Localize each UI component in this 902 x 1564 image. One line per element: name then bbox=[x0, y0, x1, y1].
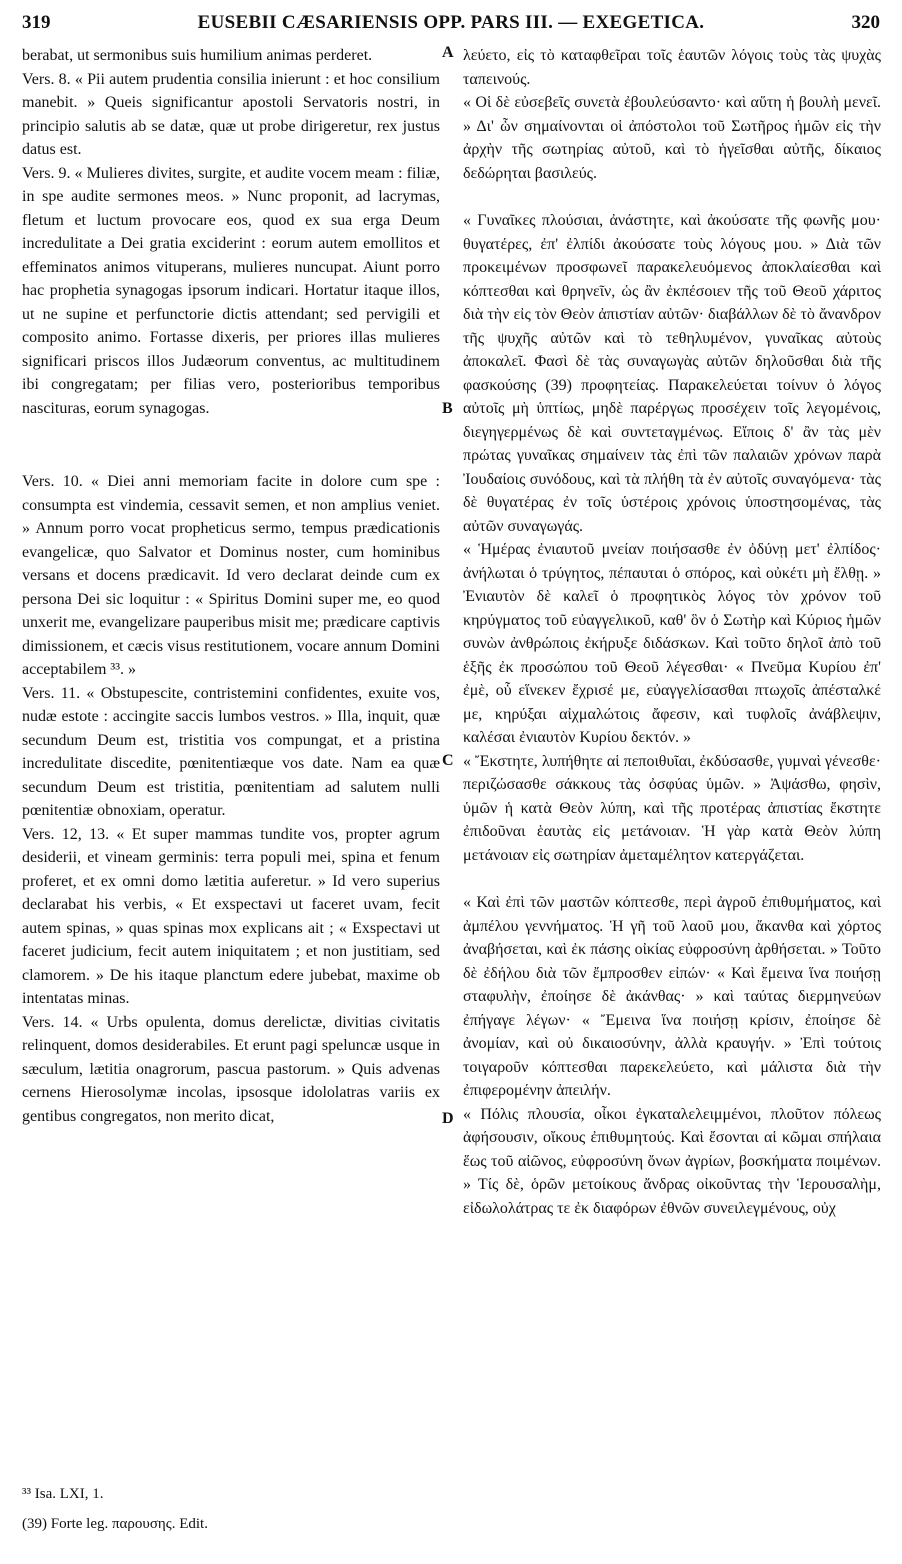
greek-paragraph: « Ἔκστητε, λυπήθητε αἱ πεποιθυῖαι, ἐκδύσασθε, γυμναὶ γένεσθε· περιζώσασθε σάκκους τὰς ὀσφύας ὑμῶν. » Ἀψάσθω, φησὶν, ὑμῶν ἡ κατὰ Θεὸν λύπη, καὶ τῆς προτέρας ἀπιστίας ἔκστητε ἐπιδοῦναι ἑαυτὰς εἰς μετάνοιαν. Ἡ γὰρ κατὰ Θεὸν λύπη μετάνοιαν εἰς σωτηρίαν ἀμεταμέλητον κατεργάζεται. bbox=[463, 752, 881, 864]
greek-paragraph: « Οἱ δὲ εὐσεβεῖς συνετὰ ἐβουλεύσαντο· καὶ αὕτη ἡ βουλὴ μενεῖ. » Δι' ὧν σημαίνονται οἱ ἀπόστολοι τοῦ Σωτῆρος ἡμῶν εἰς τὴν ἀρχὴν τῆς σωτηρίας αὐτοῦ, καὶ τὸ ἡγεῖσθαι αὐτῆς, δίκαιος δεδώρηται βασιλεύς. bbox=[463, 94, 881, 182]
greek-column bbox=[463, 44, 881, 1220]
latin-paragraph: Vers. 8. « Pii autem prudentia consilia inierunt : et hoc consilium manebit. » Queis significantur apostoli Servatoris nostri, in principio salutis ab se datæ, quæ ut probe dirigeretur, rex justus datus est. bbox=[22, 70, 440, 158]
latin-paragraph: berabat, ut sermonibus suis humilium animas perderet. bbox=[22, 47, 373, 64]
section-marker-d: D bbox=[442, 1110, 454, 1127]
page-number-right: 320 bbox=[851, 12, 880, 33]
latin-paragraph: Vers. 11. « Obstupescite, contristemini confidentes, exuite vos, nudæ estote : accingite saccis lumbos vestros. » Illa, inquit, quæ secundum Deum est, tristitia vos compungat, et a pristina incredulitate discedite, pœnitentiæque vos date. Nam ea quæ secundum Deum est tristitia, pœnitentiam ad salutem nulli pœnitentiæ obnoxiam, operatur. bbox=[22, 684, 440, 819]
greek-paragraph: « Καὶ ἐπὶ τῶν μαστῶν κόπτεσθε, περὶ ἀγροῦ ἐπιθυμήματος, καὶ ἀμπέλου γεννήματος. Ἡ γῆ τοῦ λαοῦ μου, ἄκανθα καὶ χόρτος ἀναβήσεται, καὶ ἐκ πάσης οἰκίας εὐφροσύνη ἀρθήσεται. » Τοῦτο δὲ ἐδήλου διὰ τῶν ἔμπροσθεν εἰπών· « Καὶ ἔμεινα ἵνα ποιήσῃ σταφυλὴν, ἐποίησε δὲ ἀκάνθας· » καὶ ταύτας διερμηνεύων ἐπήγαγε λέγων· « Ἔμεινα ἵνα ποιήσῃ κρίσιν, ἐποίησε δὲ ἀνομίαν, καὶ οὐ δικαιοσύνην, ἀλλὰ κραυγήν. » Ἐπὶ τούτοις τοιγαροῦν κόπτεσθαι παρεκελεύετο, καὶ μάλιστα διὰ τὴν ἐπιφερομένην ἀπειλήν. bbox=[463, 894, 881, 1099]
latin-paragraph: Vers. 10. « Diei anni memoriam facite in dolore cum spe : consumpta est vindemia, cessavit semen, et non amplius veniet. » Annum porro vocat propheticus sermo, tempus prædicationis evangelicæ, quo Salvator et Dominus noster, cum hominibus versans et docens prædicavit. Id vero declarat deinde cum ex persona Dei sic loquitur : « Spiritus Domini super me, eo quod unxerit me, evangelizare pauperibus misit me; prædicare captivis dimissionem, et cæcis visus restitutionem, vocare annum Domini acceptabilem ³³. » bbox=[22, 473, 440, 678]
page-number-left: 319 bbox=[22, 12, 51, 33]
footnote-editorial: (39) Forte leg. παρουσης. Edit. bbox=[22, 1516, 208, 1532]
latin-paragraph: Vers. 9. « Mulieres divites, surgite, et audite vocem meam : filiæ, in spe audite sermones meos. » Nunc proponit, ad lacrymas, fletum et luctum provocare eos, quod ex sua erga Deum incredulitate a Dei gratia exciderint : eorum autem emollitos et effeminatos animos vituperans, mulieres nuncupat. Aiunt porro hac prophetia synagogas ipsorum indicari. Hortatur itaque illos, ut ne supine et perfunctorie dictis attendant; sed pervigili et composito animo. Fortasse dixeris, per priores illas mulieres significari priscos illos Judæorum conventus, ac multitudinem ibi congregatam; per filias vero, posterioribus temporibus nascituras, eorum synagogas. bbox=[22, 164, 440, 417]
section-marker-c: C bbox=[442, 752, 454, 769]
running-title: EUSEBII CÆSARIENSIS OPP. PARS III. — EXEGETICA. bbox=[197, 12, 705, 33]
section-markers bbox=[438, 0, 462, 1564]
footnote-scripture: ³³ Isa. LXI, 1. bbox=[22, 1486, 104, 1502]
greek-paragraph: « Πόλις πλουσία, οἶκοι ἐγκαταλελειμμένοι, πλοῦτον πόλεως ἀφήσουσιν, οἴκους ἐπιθυμητούς. Καὶ ἔσονται αἱ κῶμαι σπήλαια ἕως τοῦ αἰῶνος, εὐφροσύνη ὄνων ἀγρίων, βοσκήματα ποιμένων. » Τίς δὲ, ὁρῶν μετοίκους ἄνδρας οἰκοῦντας τὴν Ἱερουσαλὴμ, εἰδωλολάτρας τε ἐκ διαφόρων ἐθνῶν συνειλεγμένους, οὐχ bbox=[463, 1105, 881, 1217]
greek-paragraph: « Ἡμέρας ἐνιαυτοῦ μνείαν ποιήσασθε ἐν ὀδύνῃ μετ' ἐλπίδος· ἀνήλωται ὁ τρύγητος, πέπαυται ὁ σπόρος, καὶ οὐκέτι μὴ ἔλθῃ. » Ἐνιαυτὸν δὲ καλεῖ ὁ προφητικὸς λόγος τὸν χρόνον τοῦ κηρύγματος τοῦ εὐαγγελικοῦ, καθ' ὃν ὁ Σωτὴρ καὶ Κύριος ἡμῶν συνὼν ἀνθρώποις ἐκήρυξε διδάσκων. Καὶ τοῦτο δηλοῖ ἀπὸ τοῦ ἑξῆς ἐκ προσώπου τοῦ Θεοῦ λέγεσθαι· « Πνεῦμα Κυρίου ἐπ' ἐμὲ, οὗ εἵνεκεν ἔχρισέ με, εὐαγγελίσασθαι πτωχοῖς ἀπέσταλκέ με, κηρύξαι αἰχμαλώτοις ἄφεσιν, καὶ τυφλοῖς ἀνάβλεψιν, καλέσαι ἐνιαυτὸν Κυρίου δεκτόν. » bbox=[463, 541, 881, 746]
section-marker-a: A bbox=[442, 44, 454, 61]
latin-paragraph: Vers. 12, 13. « Et super mammas tundite vos, propter agrum desiderii, et vineam germinis: terra populi mei, spina et fenum proferet, et ex omni domo lætitia auferetur. » Id vero superius declarabat his verbis, « Et exspectavi ut faceret uvam, fecit autem spinas, » quas spinas mox explicans ait ; « Exspectavi ut faceret judicium, fecit autem iniquitatem ; et non justitiam, sed clamorem. » De his itaque planctum edere jubebat, maxime ob intentatas minas. bbox=[22, 825, 440, 1007]
greek-paragraph: λεύετο, εἰς τὸ καταφθεῖραι τοῖς ἑαυτῶν λόγοις τοὺς τὰς ψυχὰς ταπεινούς. bbox=[463, 47, 881, 88]
section-marker-b: B bbox=[442, 400, 453, 417]
latin-paragraph: Vers. 14. « Urbs opulenta, domus derelictæ, divitias civitatis relinquent, domos desiderabiles. Et erunt pagi speluncæ usque in sæculum, lætitia onagrorum, pascua pastorum. » Quis advenas cernens Hierosolymæ incolas, ipsosque idololatras variis ex gentibus congregatos, non merito dicat, bbox=[22, 1013, 440, 1125]
greek-paragraph: « Γυναῖκες πλούσιαι, ἀνάστητε, καὶ ἀκούσατε τῆς φωνῆς μου· θυγατέρες, ἐπ' ἐλπίδι ἀκούσατε τοὺς λόγους μου. » Διὰ τῶν προκειμένων προσφωνεῖ παρακελευόμενος ἀποκλαίεσθαι καὶ κόπτεσθαι καὶ θρηνεῖν, ὡς ἂν ἐκπέσοιεν τῆς τοῦ Θεοῦ χάριτος διὰ τὴν εἰς τὸν Θεὸν ἀπιστίαν αὐτῶν· διαβάλλων δὲ τὸ ἄνανδρον τῆς ψυχῆς αὐτῶν καὶ τὸ τεθηλυμένον, γυναῖκας αὐτοὺς ἀποκαλεῖ. Φασὶ δὲ τὰς συναγωγὰς αὐτῶν δηλοῦσθαι διὰ τῆς φασκούσης (39) προφητείας. Παρακελεύεται τοίνυν ὁ λόγος αὐτοῖς μὴ ὑπτίως, μηδὲ παρέργως προσέχειν τοῖς λεγομένοις, διεγηγερμένως δὲ καὶ συντεταγμένως. Εἴποις δ' ἂν τὰς μὲν πρώτας γυναῖκας σημαίνειν τὰς ἐπὶ τῶν παλαιῶν χρόνων παρὰ Ἰουδαίοις συνόδους, καὶ τὰ πλήθη τὰ ἐν αὐτοῖς συναγόμενα· τὰς δὲ θυγατέρας ἐν τοῖς ὑστέροις χρόνοις ὑποστησομένας, τὰς αὐτῶν συναγωγάς. bbox=[463, 212, 881, 535]
latin-column bbox=[22, 44, 440, 1128]
